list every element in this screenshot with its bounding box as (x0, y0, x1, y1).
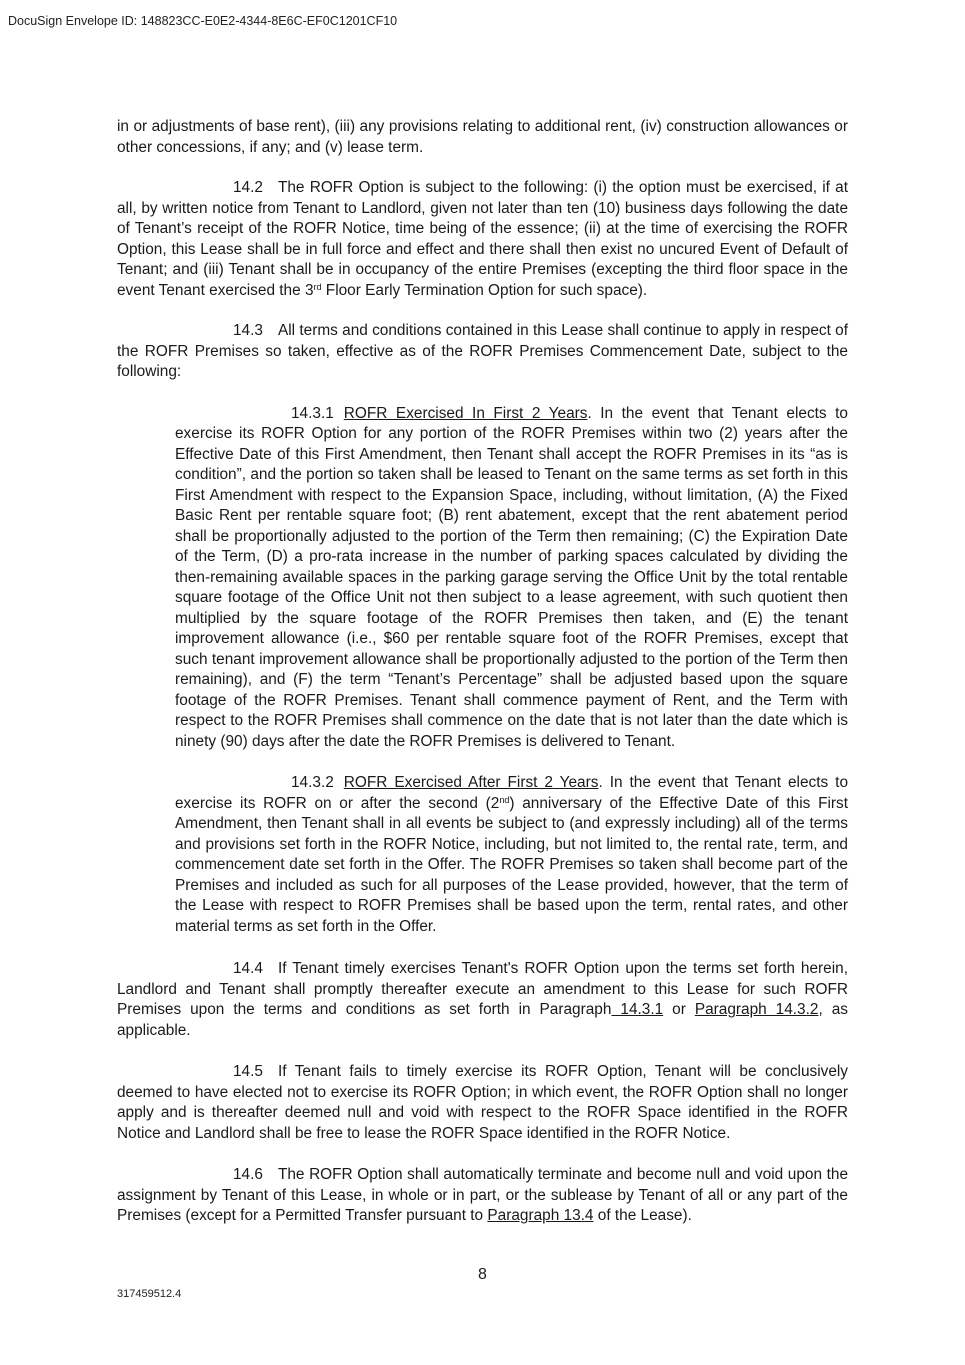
paragraph-14-2 (117, 178, 848, 301)
paragraph-text: All terms and conditions contained in this Lease shall continue to apply in respect of the ROFR Premises so taken, effective as of the ROFR Premises Commencement Date, subject to the following: (117, 322, 848, 380)
paragraph-text: If Tenant fails to timely exercise its ROFR Option, Tenant will be conclusively deemed to have elected not to exercise its ROFR Option; in which event, the ROFR Option shall no longer apply and is thereafter deemed null and void with respect to the ROFR Space identified in the ROFR Notice and Landlord shall be free to lease the ROFR Space identified in the ROFR Notice. (117, 1063, 848, 1142)
section-number: 14.3 (233, 322, 263, 339)
subsection-heading: ROFR Exercised In First 2 Years (343, 404, 588, 422)
section-number: 14.3.2 (291, 774, 334, 791)
section-number: 14.6 (233, 1166, 263, 1183)
page-number: 8 (478, 1266, 487, 1283)
cross-reference-link[interactable]: 14.3.1 (611, 1001, 664, 1018)
paragraph-text: . In the event that Tenant elects to exercise its ROFR Option for any portion of the ROFR Premises within two (2) years after the Effective Date of this First Amendment, then Tenant shall accept the ROFR Premises in its “as is condition”, and the portion so taken shall be leased to Tenant on the same terms as set forth in this First Amendment with respect to the Expansion Space, including, without limitation, (A) the Fixed Basic Rent per rentable square foot; (B) rent abatement, except that the rent abatement period shall be proportionally adjusted to the portion of the Term then remaining; (C) the Expiration Date of the Term, (D) a pro-rata increase in the number of parking spaces calculated by dividing the then-remaining available spaces in the parking garage serving the Office Unit by the total rentable square footage of the Office Unit not then subject to a lease agreement, with such quotient then multiplied by the square footage of the ROFR Premises then taken, and (E) the tenant improvement allowance (i.e., $60 per rentable square foot of the ROFR Premises, except that such tenant improvement allowance shall be proportionally adjusted to the portion of the Term then remaining), and (F) the term “Tenant’s Percentage” shall be adjusted based upon the square footage of the ROFR Premises. Tenant shall commence payment of Rent, and the Term with respect to the ROFR Premises shall commence on the date that is not later than the date which is ninety (90) days after the date the ROFR Premises is delivered to Tenant. (175, 404, 848, 750)
paragraph-text: ) anniversary of the Effective Date of this First Amendment, then Tenant shall in all events be subject to (and expressly including) all of the terms and provisions set forth in the ROFR Notice, including, but not limited to, the rental rate, term, and commencement date set forth in the Offer. The ROFR Premises so taken shall become part of the Premises and included as such for all purposes of the Lease provided, however, that the term of the Lease with respect to ROFR Premises shall be based upon the term, rental rates, and other material terms as set forth in the Offer. (175, 794, 848, 935)
paragraph-text: Floor Early Termination Option for such space). (321, 281, 648, 299)
document-body (117, 117, 848, 1227)
subsection-heading: ROFR Exercised After First 2 Years (343, 774, 599, 791)
document-code: 317459512.4 (117, 1288, 182, 1300)
paragraph-text: The ROFR Option is subject to the following: (i) the option must be exercised, if at all, by written notice from Tenant to Landlord, given not later than ten (10) business days following the date of Tenant’s receipt of the ROFR Notice, time being of the essence; (ii) at the time of exercising the ROFR Option, this Lease shall be in full force and effect and there shall then exist no uncured Event of Default of Tenant; and (iii) Tenant shall be in occupancy of the entire Premises (excepting the third floor space in the event Tenant exercised the 3 (117, 179, 848, 299)
paragraph-text: , as applicable. (117, 1001, 848, 1039)
paragraph-text: or (663, 1001, 695, 1018)
paragraph-14-3-2 (175, 773, 848, 937)
paragraph-text: If Tenant timely exercises Tenant's ROFR Option upon the terms set forth herein, Landlord and Tenant shall promptly thereafter execute an amendment to this Lease for such ROFR Premises upon the terms and conditions as set forth in Paragraph (117, 960, 848, 1018)
paragraph-14-6 (117, 1165, 848, 1227)
paragraph-text: of the Lease). (593, 1207, 692, 1224)
paragraph-14-3 (117, 321, 848, 383)
section-number: 14.2 (233, 179, 263, 196)
paragraph-text: . In the event that Tenant elects to exercise its ROFR on or after the second (2 (175, 774, 849, 812)
section-number: 14.3.1 (291, 404, 334, 422)
cross-reference-link[interactable]: Paragraph 14.3.2 (694, 1001, 819, 1018)
paragraph-14-3-1 (175, 404, 848, 753)
cross-reference-link[interactable]: Paragraph 13.4 (487, 1207, 594, 1224)
section-number: 14.5 (233, 1063, 263, 1080)
paragraph-continuation: in or adjustments of base rent), (iii) any provisions relating to additional rent, (iv) construction allowances or other concessions, if any; and (v) lease term. (117, 118, 848, 156)
section-number: 14.4 (233, 960, 263, 977)
envelope-id-header: DocuSign Envelope ID: 148823CC-E0E2-4344-8E6C-EF0C1201CF10 (8, 14, 398, 28)
superscript-ordinal: nd (499, 794, 510, 805)
paragraph-text: The ROFR Option shall automatically terminate and become null and void upon the assignment by Tenant of this Lease, in whole or in part, or the sublease by Tenant of all or any part of the Premises (except for a Permitted Transfer pursuant to (117, 1166, 848, 1224)
paragraph-14-5 (117, 1062, 848, 1144)
superscript-ordinal: rd (313, 281, 322, 292)
paragraph-14-4 (117, 959, 848, 1041)
